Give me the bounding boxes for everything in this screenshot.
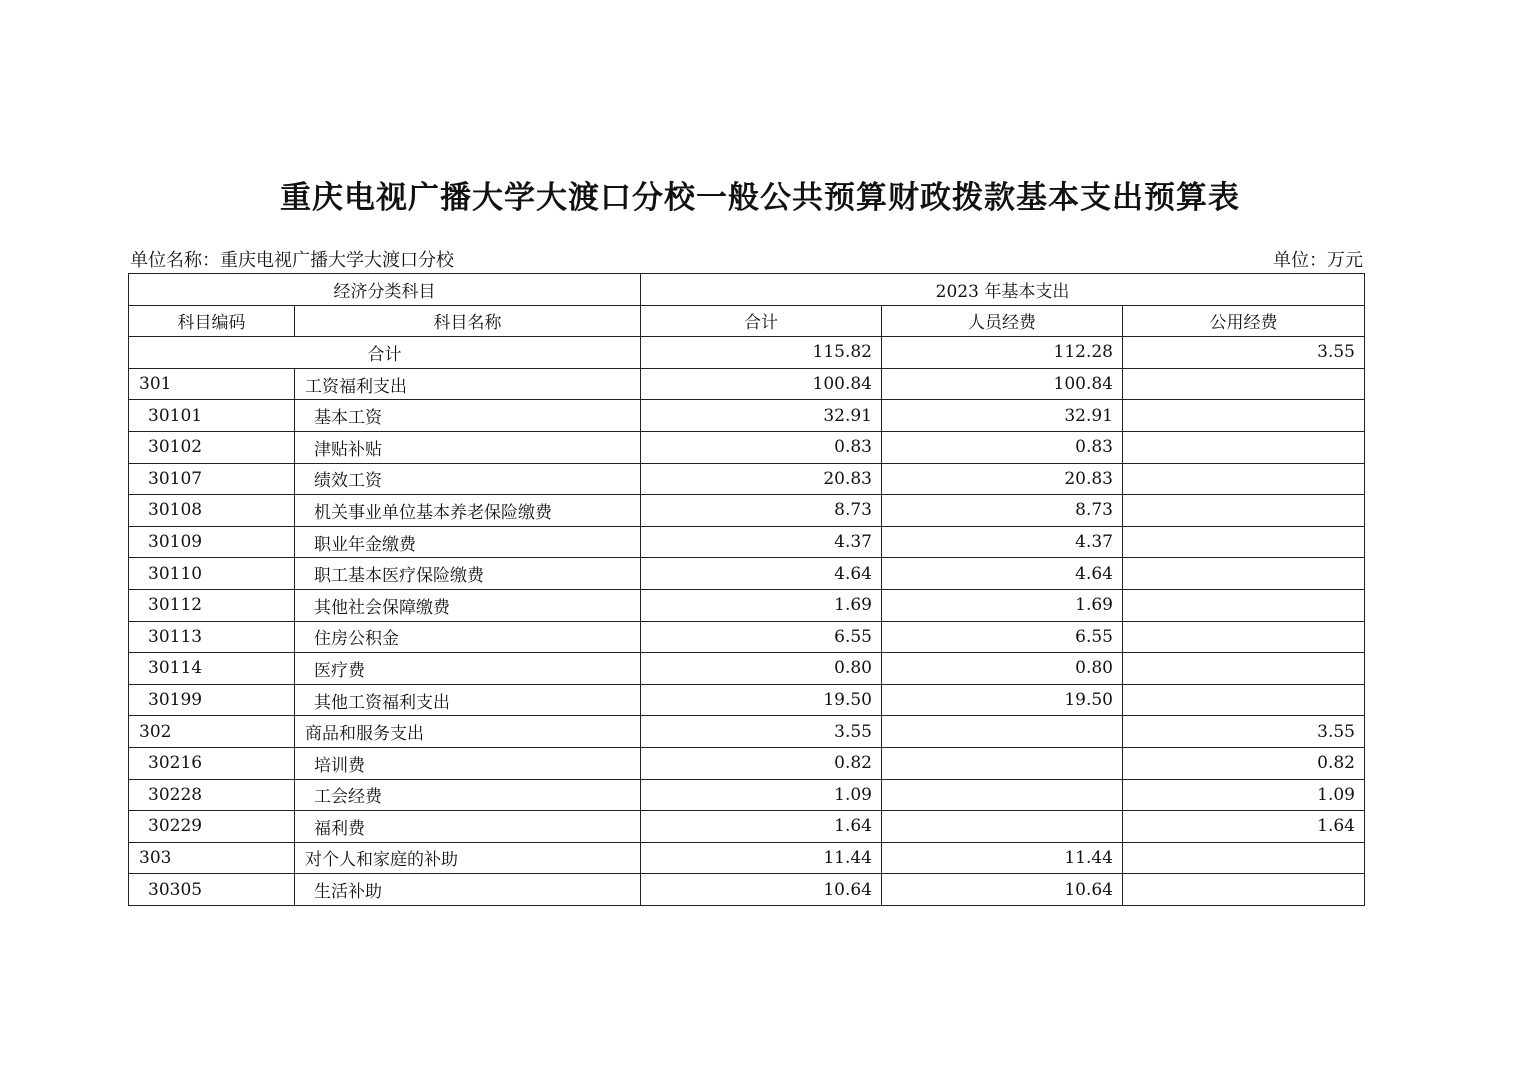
row-name: 培训费 <box>295 747 641 779</box>
table-row <box>129 684 1365 716</box>
table-row <box>129 495 1365 527</box>
row-public <box>1123 526 1365 558</box>
row-public <box>1123 495 1365 527</box>
total-label: 合计 <box>129 337 641 369</box>
row-total: 6.55 <box>641 621 882 653</box>
header-econ-category: 经济分类科目 <box>129 274 641 306</box>
row-total: 32.91 <box>641 400 882 432</box>
row-name: 绩效工资 <box>295 463 641 495</box>
row-total: 1.69 <box>641 589 882 621</box>
row-code: 30112 <box>129 589 295 621</box>
row-total: 0.83 <box>641 431 882 463</box>
row-total: 1.09 <box>641 779 882 811</box>
header-public: 公用经费 <box>1123 305 1365 337</box>
row-public <box>1123 368 1365 400</box>
row-personnel: 6.55 <box>882 621 1123 653</box>
unit-label: 单位：万元 <box>1273 250 1363 271</box>
row-name: 津贴补贴 <box>295 431 641 463</box>
row-public <box>1123 463 1365 495</box>
row-name: 住房公积金 <box>295 621 641 653</box>
row-public <box>1123 589 1365 621</box>
row-code: 30199 <box>129 684 295 716</box>
row-public <box>1123 874 1365 906</box>
row-personnel: 4.37 <box>882 526 1123 558</box>
row-name: 机关事业单位基本养老保险缴费 <box>295 495 641 527</box>
table-row <box>129 558 1365 590</box>
row-code: 302 <box>129 716 295 748</box>
row-total: 1.64 <box>641 811 882 843</box>
row-total: 11.44 <box>641 842 882 874</box>
row-public <box>1123 400 1365 432</box>
header-total: 合计 <box>641 305 882 337</box>
row-name: 生活补助 <box>295 874 641 906</box>
table-row <box>129 368 1365 400</box>
row-total: 20.83 <box>641 463 882 495</box>
table-row <box>129 589 1365 621</box>
table-row <box>129 842 1365 874</box>
row-public: 1.64 <box>1123 811 1365 843</box>
row-total: 4.37 <box>641 526 882 558</box>
header-basic-expenditure: 2023 年基本支出 <box>641 274 1365 306</box>
row-name: 其他社会保障缴费 <box>295 589 641 621</box>
row-code: 30305 <box>129 874 295 906</box>
row-public: 1.09 <box>1123 779 1365 811</box>
table-row <box>129 716 1365 748</box>
row-name: 其他工资福利支出 <box>295 684 641 716</box>
row-name: 职业年金缴费 <box>295 526 641 558</box>
total-personnel: 112.28 <box>882 337 1123 369</box>
row-public <box>1123 621 1365 653</box>
row-total: 4.64 <box>641 558 882 590</box>
row-code: 30113 <box>129 621 295 653</box>
page-title: 重庆电视广播大学大渡口分校一般公共预算财政拨款基本支出预算表 <box>280 180 1240 216</box>
table-row <box>129 431 1365 463</box>
row-personnel: 32.91 <box>882 400 1123 432</box>
header-code: 科目编码 <box>129 305 295 337</box>
unit-name-label: 单位名称：重庆电视广播大学大渡口分校 <box>130 250 454 271</box>
row-code: 30229 <box>129 811 295 843</box>
total-row <box>129 337 1365 369</box>
row-code: 301 <box>129 368 295 400</box>
row-personnel: 0.83 <box>882 431 1123 463</box>
row-name: 对个人和家庭的补助 <box>295 842 641 874</box>
header-group-row <box>129 274 1365 306</box>
row-personnel: 100.84 <box>882 368 1123 400</box>
row-personnel <box>882 747 1123 779</box>
header-column-row <box>129 305 1365 337</box>
row-name: 工资福利支出 <box>295 368 641 400</box>
row-code: 30107 <box>129 463 295 495</box>
row-code: 30110 <box>129 558 295 590</box>
row-personnel: 11.44 <box>882 842 1123 874</box>
row-code: 30108 <box>129 495 295 527</box>
row-code: 30101 <box>129 400 295 432</box>
table-row <box>129 811 1365 843</box>
table-row <box>129 874 1365 906</box>
table-row <box>129 526 1365 558</box>
row-personnel: 8.73 <box>882 495 1123 527</box>
row-personnel: 19.50 <box>882 684 1123 716</box>
row-personnel <box>882 716 1123 748</box>
row-personnel <box>882 779 1123 811</box>
total-public: 3.55 <box>1123 337 1365 369</box>
row-public <box>1123 653 1365 685</box>
row-name: 商品和服务支出 <box>295 716 641 748</box>
table-row <box>129 653 1365 685</box>
table-row <box>129 779 1365 811</box>
row-personnel: 0.80 <box>882 653 1123 685</box>
row-personnel: 4.64 <box>882 558 1123 590</box>
table-row <box>129 400 1365 432</box>
row-public <box>1123 842 1365 874</box>
row-public <box>1123 684 1365 716</box>
row-public: 3.55 <box>1123 716 1365 748</box>
header-personnel: 人员经费 <box>882 305 1123 337</box>
row-code: 30216 <box>129 747 295 779</box>
row-code: 30228 <box>129 779 295 811</box>
row-public <box>1123 558 1365 590</box>
row-code: 30109 <box>129 526 295 558</box>
row-code: 30114 <box>129 653 295 685</box>
row-public <box>1123 431 1365 463</box>
row-personnel: 1.69 <box>882 589 1123 621</box>
row-name: 医疗费 <box>295 653 641 685</box>
row-name: 福利费 <box>295 811 641 843</box>
total-sum: 115.82 <box>641 337 882 369</box>
row-name: 工会经费 <box>295 779 641 811</box>
row-total: 0.80 <box>641 653 882 685</box>
row-total: 19.50 <box>641 684 882 716</box>
table-row <box>129 747 1365 779</box>
row-name: 基本工资 <box>295 400 641 432</box>
row-total: 0.82 <box>641 747 882 779</box>
row-total: 100.84 <box>641 368 882 400</box>
row-personnel: 10.64 <box>882 874 1123 906</box>
table-row <box>129 621 1365 653</box>
row-code: 303 <box>129 842 295 874</box>
header-name: 科目名称 <box>295 305 641 337</box>
row-code: 30102 <box>129 431 295 463</box>
budget-table <box>128 273 1365 906</box>
row-total: 10.64 <box>641 874 882 906</box>
row-total: 3.55 <box>641 716 882 748</box>
table-row <box>129 463 1365 495</box>
row-public: 0.82 <box>1123 747 1365 779</box>
row-name: 职工基本医疗保险缴费 <box>295 558 641 590</box>
row-personnel: 20.83 <box>882 463 1123 495</box>
row-personnel <box>882 811 1123 843</box>
row-total: 8.73 <box>641 495 882 527</box>
